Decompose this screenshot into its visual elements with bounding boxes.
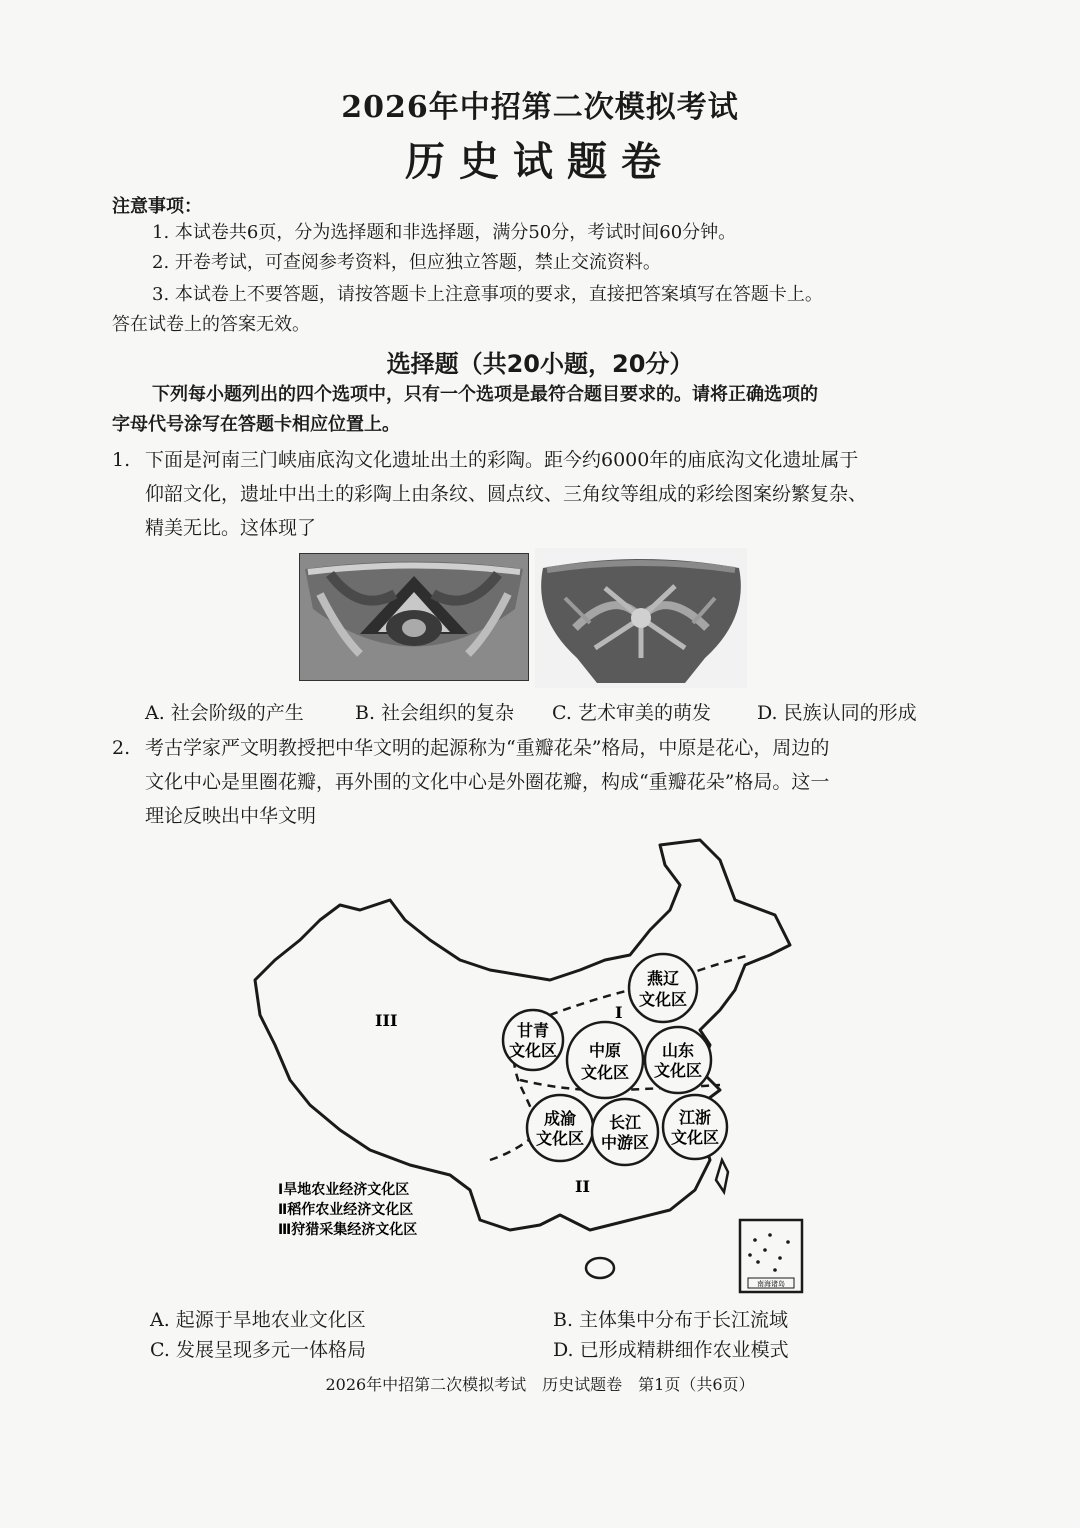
q2-option-b: B. 主体集中分布于长江流域 <box>553 1309 789 1331</box>
q2-option-d: D. 已形成精耕细作农业模式 <box>553 1339 789 1361</box>
q1-line-2: 仰韶文化，遗址中出土的彩陶上由条纹、圆点纹、三角纹等组成的彩绘图案纷繁复杂、 <box>145 483 868 505</box>
page-footer: 2026年中招第二次模拟考试 历史试题卷 第1页（共6页） <box>325 1375 755 1394</box>
section-instruction-1: 下列每小题列出的四个选项中，只有一个选项是最符合题目要求的。请将正确选项的 <box>152 384 818 405</box>
china-culture-map <box>230 830 820 1300</box>
notice-item-3: 3. 本试卷上不要答题，请按答题卡上注意事项的要求，直接把答案填写在答题卡上。 <box>152 284 823 305</box>
paper-title: 历史试题卷 <box>405 138 675 185</box>
svg-text:文化区: 文化区 <box>580 1063 630 1082</box>
exam-title: 2026年中招第二次模拟考试 <box>341 90 739 125</box>
q1-option-b: B. 社会组织的复杂 <box>355 702 515 724</box>
q1-line-1: 下面是河南三门峡庙底沟文化遗址出土的彩陶。距今约6000年的庙底沟文化遗址属于 <box>145 449 859 471</box>
notice-item-1: 1. 本试卷共6页，分为选择题和非选择题，满分50分，考试时间60分钟。 <box>152 222 737 243</box>
circle-jiangzhe <box>663 1095 727 1159</box>
svg-text:Ⅰ旱地农业经济文化区: Ⅰ旱地农业经济文化区 <box>278 1182 410 1198</box>
map-legend <box>278 1181 417 1238</box>
svg-text:甘青: 甘青 <box>516 1021 550 1040</box>
q2-line-3: 理论反映出中华文明 <box>145 805 317 827</box>
q1-option-a: A. 社会阶级的产生 <box>145 702 304 724</box>
q2-line-2: 文化中心是里圈花瓣，再外围的文化中心是外圈花瓣，构成“重瓣花朵”格局。这一 <box>145 771 830 793</box>
svg-text:燕辽: 燕辽 <box>646 969 680 988</box>
hainan-island <box>586 1258 614 1278</box>
notice-heading: 注意事项： <box>112 196 202 217</box>
svg-text:Ⅱ稻作农业经济文化区: Ⅱ稻作农业经济文化区 <box>278 1202 414 1218</box>
svg-text:文化区: 文化区 <box>535 1129 585 1148</box>
svg-text:Ⅲ狩猎采集经济文化区: Ⅲ狩猎采集经济文化区 <box>278 1222 418 1238</box>
section-title: 选择题（共20小题，20分） <box>386 350 694 378</box>
zone-label-I: I <box>615 1003 623 1022</box>
notice-item-3-cont: 答在试卷上的答案无效。 <box>112 314 310 335</box>
svg-text:文化区: 文化区 <box>638 990 688 1009</box>
svg-text:南海诸岛: 南海诸岛 <box>757 1280 785 1288</box>
svg-text:长江: 长江 <box>608 1113 642 1132</box>
circle-shandong <box>645 1027 711 1093</box>
q2-option-c: C. 发展呈现多元一体格局 <box>150 1339 366 1361</box>
q1-option-c: C. 艺术审美的萌发 <box>552 702 711 724</box>
zone-label-II: II <box>575 1177 590 1196</box>
south-china-sea-inset <box>740 1220 802 1292</box>
section-instruction-2: 字母代号涂写在答题卡相应位置上。 <box>112 414 400 435</box>
taiwan-island <box>716 1160 728 1192</box>
circle-zhongyuan <box>567 1022 643 1098</box>
svg-text:江浙: 江浙 <box>678 1108 712 1127</box>
q1-number: 1. <box>112 449 131 471</box>
q2-number: 2. <box>112 737 131 759</box>
svg-text:山东: 山东 <box>661 1041 695 1060</box>
zone-label-III: III <box>375 1011 398 1030</box>
svg-text:文化区: 文化区 <box>653 1061 703 1080</box>
pottery-photo-right <box>535 548 747 688</box>
svg-text:文化区: 文化区 <box>670 1128 720 1147</box>
q1-option-d: D. 民族认同的形成 <box>757 702 917 724</box>
pottery-photo-left <box>299 553 529 681</box>
notice-item-2: 2. 开卷考试，可查阅参考资料，但应独立答题，禁止交流资料。 <box>152 252 661 273</box>
circle-yanliao <box>629 954 697 1022</box>
circle-ganqing <box>503 1010 563 1070</box>
circle-changjiang <box>592 1099 658 1165</box>
svg-text:中原: 中原 <box>588 1041 622 1060</box>
q2-option-a: A. 起源于旱地农业文化区 <box>150 1309 366 1331</box>
svg-text:中游区: 中游区 <box>600 1133 650 1152</box>
circle-chengyu <box>527 1095 593 1161</box>
q1-line-3: 精美无比。这体现了 <box>145 517 317 539</box>
svg-text:文化区: 文化区 <box>508 1041 558 1060</box>
q2-line-1: 考古学家严文明教授把中华文明的起源称为“重瓣花朵”格局，中原是花心，周边的 <box>145 737 830 759</box>
svg-text:成渝: 成渝 <box>543 1109 577 1128</box>
